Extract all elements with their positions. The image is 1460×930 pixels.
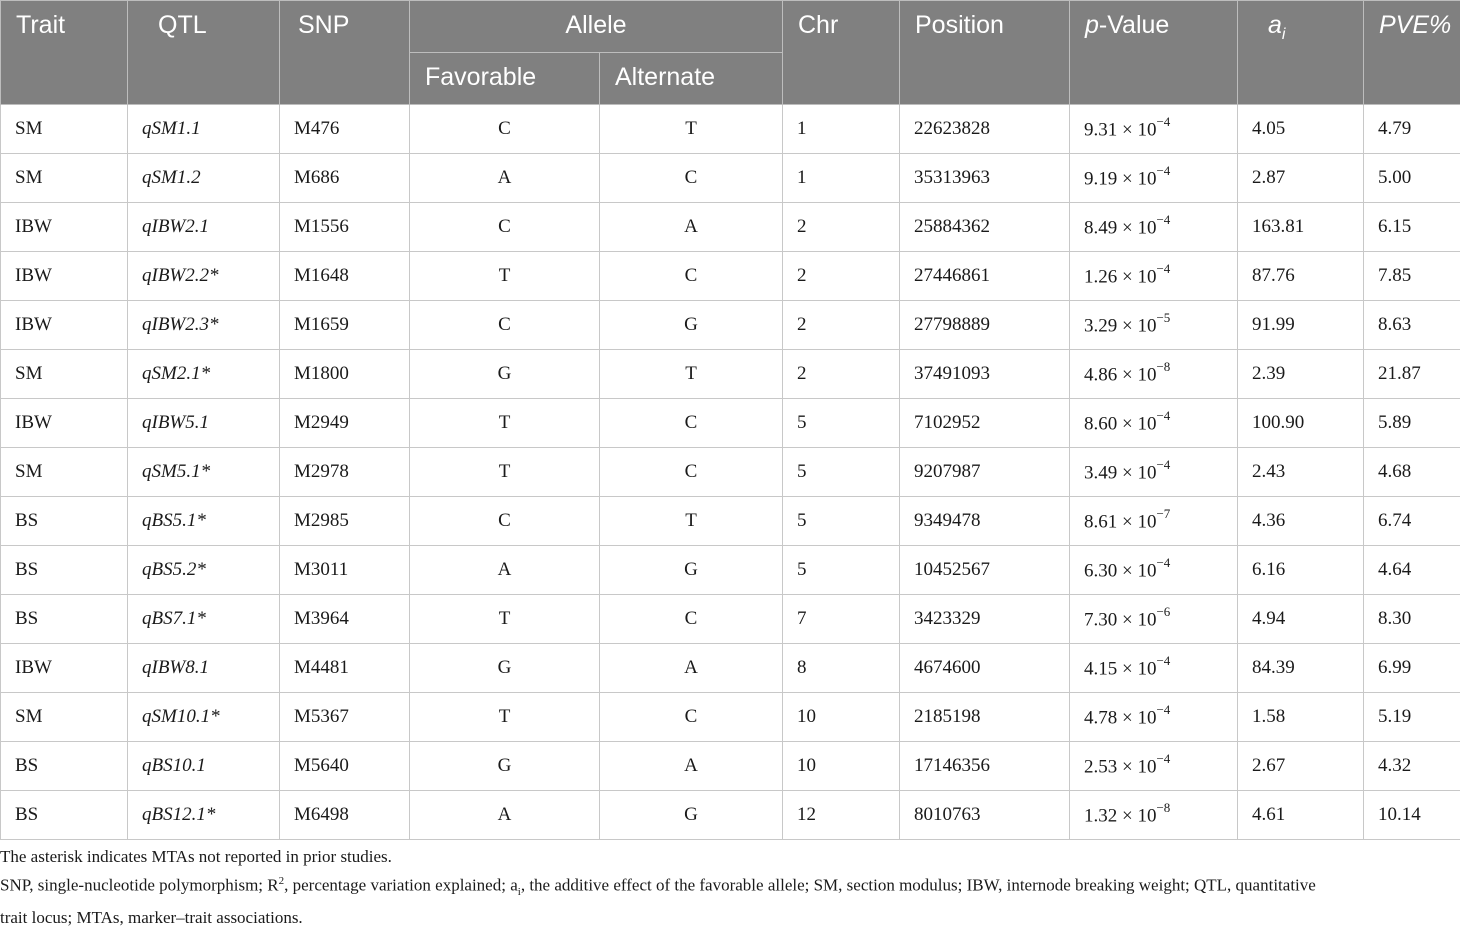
cell-snp: M3964 xyxy=(280,595,410,644)
cell-ai: 84.39 xyxy=(1238,644,1364,693)
cell-pve: 4.64 xyxy=(1364,546,1460,595)
cell-pve: 5.19 xyxy=(1364,693,1460,742)
cell-pve: 7.85 xyxy=(1364,252,1460,301)
cell-alternate: T xyxy=(600,497,783,546)
cell-position: 35313963 xyxy=(900,154,1070,203)
note-abbreviations: SNP, single-nucleotide polymorphism; $R^2$, percentage variation explained; $a_i$, the additive effect of the favorable allele; SM, section modulus; IBW, internode breaking weight; QTL, quantitative xyxy=(0,869,1460,905)
cell-trait: BS xyxy=(1,595,128,644)
cell-chr: 5 xyxy=(783,399,900,448)
cell-alternate: G xyxy=(600,301,783,350)
cell-trait: SM xyxy=(1,105,128,154)
cell-position: 10452567 xyxy=(900,546,1070,595)
cell-ai: 6.16 xyxy=(1238,546,1364,595)
cell-pve: 10.14 xyxy=(1364,791,1460,840)
cell-alternate: C xyxy=(600,252,783,301)
cell-ai: 91.99 xyxy=(1238,301,1364,350)
cell-favorable: A xyxy=(410,546,600,595)
cell-trait: IBW xyxy=(1,399,128,448)
cell-favorable: T xyxy=(410,693,600,742)
cell-snp: M1556 xyxy=(280,203,410,252)
cell-favorable: C xyxy=(410,497,600,546)
cell-snp: M5367 xyxy=(280,693,410,742)
header-pve: PVE% xyxy=(1364,1,1460,105)
cell-alternate: T xyxy=(600,350,783,399)
cell-trait: SM xyxy=(1,448,128,497)
cell-chr: 10 xyxy=(783,693,900,742)
table-row xyxy=(1,350,1460,399)
cell-p-value: $4.78 \times 10^{-4}$ xyxy=(1070,693,1238,742)
cell-ai: 2.87 xyxy=(1238,154,1364,203)
table-row xyxy=(1,497,1460,546)
cell-p-value: $4.86 \times 10^{-8}$ xyxy=(1070,350,1238,399)
cell-ai: 4.36 xyxy=(1238,497,1364,546)
cell-qtl: qIBW2.3* xyxy=(128,301,280,350)
cell-qtl: qSM2.1* xyxy=(128,350,280,399)
cell-snp: M2978 xyxy=(280,448,410,497)
header-allele: Allele xyxy=(410,1,783,53)
cell-favorable: A xyxy=(410,791,600,840)
cell-pve: 6.15 xyxy=(1364,203,1460,252)
cell-position: 25884362 xyxy=(900,203,1070,252)
cell-position: 4674600 xyxy=(900,644,1070,693)
cell-snp: M1800 xyxy=(280,350,410,399)
cell-favorable: A xyxy=(410,154,600,203)
cell-ai: 2.67 xyxy=(1238,742,1364,791)
cell-snp: M6498 xyxy=(280,791,410,840)
cell-snp: M3011 xyxy=(280,546,410,595)
cell-chr: 2 xyxy=(783,301,900,350)
cell-favorable: T xyxy=(410,252,600,301)
cell-pve: 4.32 xyxy=(1364,742,1460,791)
cell-position: 2185198 xyxy=(900,693,1070,742)
table-row xyxy=(1,791,1460,840)
cell-qtl: qSM1.1 xyxy=(128,105,280,154)
cell-qtl: qSM1.2 xyxy=(128,154,280,203)
table-row xyxy=(1,644,1460,693)
cell-favorable: T xyxy=(410,399,600,448)
cell-favorable: G xyxy=(410,742,600,791)
cell-alternate: C xyxy=(600,693,783,742)
cell-pve: 4.79 xyxy=(1364,105,1460,154)
header-snp: SNP xyxy=(280,1,410,105)
cell-pve: 5.89 xyxy=(1364,399,1460,448)
cell-favorable: G xyxy=(410,350,600,399)
table-row xyxy=(1,301,1460,350)
cell-p-value: $3.29 \times 10^{-5}$ xyxy=(1070,301,1238,350)
table-row xyxy=(1,399,1460,448)
cell-position: 27446861 xyxy=(900,252,1070,301)
cell-chr: 1 xyxy=(783,105,900,154)
cell-pve: 6.74 xyxy=(1364,497,1460,546)
cell-favorable: T xyxy=(410,595,600,644)
cell-pve: 4.68 xyxy=(1364,448,1460,497)
cell-chr: 5 xyxy=(783,546,900,595)
cell-position: 22623828 xyxy=(900,105,1070,154)
cell-chr: 8 xyxy=(783,644,900,693)
cell-pve: 6.99 xyxy=(1364,644,1460,693)
cell-trait: IBW xyxy=(1,644,128,693)
cell-ai: 87.76 xyxy=(1238,252,1364,301)
cell-qtl: qSM10.1* xyxy=(128,693,280,742)
cell-favorable: T xyxy=(410,448,600,497)
cell-trait: BS xyxy=(1,791,128,840)
cell-snp: M2949 xyxy=(280,399,410,448)
cell-position: 37491093 xyxy=(900,350,1070,399)
cell-pve: 21.87 xyxy=(1364,350,1460,399)
cell-p-value: $8.60 \times 10^{-4}$ xyxy=(1070,399,1238,448)
cell-p-value: $6.30 \times 10^{-4}$ xyxy=(1070,546,1238,595)
cell-position: 17146356 xyxy=(900,742,1070,791)
cell-trait: IBW xyxy=(1,301,128,350)
cell-trait: IBW xyxy=(1,203,128,252)
cell-qtl: qIBW5.1 xyxy=(128,399,280,448)
cell-alternate: G xyxy=(600,791,783,840)
cell-favorable: C xyxy=(410,105,600,154)
table-row xyxy=(1,448,1460,497)
cell-snp: M5640 xyxy=(280,742,410,791)
cell-ai: 2.43 xyxy=(1238,448,1364,497)
cell-snp: M1659 xyxy=(280,301,410,350)
cell-alternate: C xyxy=(600,399,783,448)
table-row xyxy=(1,595,1460,644)
cell-qtl: qBS5.1* xyxy=(128,497,280,546)
header-position: Position xyxy=(900,1,1070,105)
cell-ai: 4.05 xyxy=(1238,105,1364,154)
cell-position: 3423329 xyxy=(900,595,1070,644)
header-favorable: Favorable xyxy=(410,53,600,105)
table-row xyxy=(1,154,1460,203)
cell-trait: BS xyxy=(1,497,128,546)
cell-position: 9349478 xyxy=(900,497,1070,546)
cell-p-value: $4.15 \times 10^{-4}$ xyxy=(1070,644,1238,693)
cell-chr: 7 xyxy=(783,595,900,644)
cell-pve: 8.30 xyxy=(1364,595,1460,644)
cell-ai: 100.90 xyxy=(1238,399,1364,448)
cell-snp: M2985 xyxy=(280,497,410,546)
header-trait: Trait xyxy=(1,1,128,105)
table-row xyxy=(1,693,1460,742)
cell-p-value: $1.26 \times 10^{-4}$ xyxy=(1070,252,1238,301)
cell-alternate: G xyxy=(600,546,783,595)
cell-trait: IBW xyxy=(1,252,128,301)
cell-chr: 5 xyxy=(783,497,900,546)
cell-p-value: $9.31 \times 10^{-4}$ xyxy=(1070,105,1238,154)
cell-snp: M1648 xyxy=(280,252,410,301)
header-alternate: Alternate xyxy=(600,53,783,105)
cell-position: 8010763 xyxy=(900,791,1070,840)
cell-alternate: A xyxy=(600,644,783,693)
cell-alternate: C xyxy=(600,448,783,497)
cell-chr: 12 xyxy=(783,791,900,840)
cell-qtl: qIBW2.1 xyxy=(128,203,280,252)
cell-alternate: C xyxy=(600,595,783,644)
header-ai xyxy=(1238,1,1364,105)
table-body xyxy=(1,105,1460,840)
cell-trait: BS xyxy=(1,742,128,791)
cell-snp: M4481 xyxy=(280,644,410,693)
cell-ai: 4.94 xyxy=(1238,595,1364,644)
cell-alternate: A xyxy=(600,203,783,252)
cell-position: 9207987 xyxy=(900,448,1070,497)
header-chr: Chr xyxy=(783,1,900,105)
table-notes xyxy=(0,844,1460,930)
cell-alternate: T xyxy=(600,105,783,154)
header-p-suffix: -Value xyxy=(1099,11,1169,39)
cell-qtl: qIBW8.1 xyxy=(128,644,280,693)
cell-alternate: C xyxy=(600,154,783,203)
cell-position: 7102952 xyxy=(900,399,1070,448)
cell-chr: 2 xyxy=(783,350,900,399)
cell-ai: 163.81 xyxy=(1238,203,1364,252)
cell-trait: SM xyxy=(1,350,128,399)
cell-qtl: qIBW2.2* xyxy=(128,252,280,301)
cell-pve: 8.63 xyxy=(1364,301,1460,350)
table-row xyxy=(1,252,1460,301)
cell-qtl: qBS7.1* xyxy=(128,595,280,644)
note-asterisk: The asterisk indicates MTAs not reported in prior studies. xyxy=(0,844,1460,869)
cell-favorable: C xyxy=(410,203,600,252)
header-ai-base: a xyxy=(1268,11,1282,39)
table-row xyxy=(1,105,1460,154)
table-row xyxy=(1,742,1460,791)
cell-trait: SM xyxy=(1,154,128,203)
cell-p-value: $3.49 \times 10^{-4}$ xyxy=(1070,448,1238,497)
cell-favorable: C xyxy=(410,301,600,350)
cell-position: 27798889 xyxy=(900,301,1070,350)
cell-qtl: qBS5.2* xyxy=(128,546,280,595)
cell-pve: 5.00 xyxy=(1364,154,1460,203)
cell-p-value: $7.30 \times 10^{-6}$ xyxy=(1070,595,1238,644)
cell-snp: M686 xyxy=(280,154,410,203)
cell-p-value: $9.19 \times 10^{-4}$ xyxy=(1070,154,1238,203)
cell-chr: 2 xyxy=(783,203,900,252)
cell-p-value: $8.61 \times 10^{-7}$ xyxy=(1070,497,1238,546)
cell-ai: 2.39 xyxy=(1238,350,1364,399)
header-ai-sub: i xyxy=(1282,26,1286,43)
cell-chr: 1 xyxy=(783,154,900,203)
header-p-italic: p xyxy=(1085,11,1099,39)
cell-trait: SM xyxy=(1,693,128,742)
cell-p-value: $1.32 \times 10^{-8}$ xyxy=(1070,791,1238,840)
cell-chr: 10 xyxy=(783,742,900,791)
table-row xyxy=(1,546,1460,595)
table-header xyxy=(1,1,1460,105)
cell-favorable: G xyxy=(410,644,600,693)
header-p-value xyxy=(1070,1,1238,105)
cell-chr: 2 xyxy=(783,252,900,301)
cell-ai: 1.58 xyxy=(1238,693,1364,742)
cell-alternate: A xyxy=(600,742,783,791)
note-abbreviations-cont: trait locus; MTAs, marker–trait associations. xyxy=(0,905,1460,930)
cell-qtl: qSM5.1* xyxy=(128,448,280,497)
cell-p-value: $8.49 \times 10^{-4}$ xyxy=(1070,203,1238,252)
table-row xyxy=(1,203,1460,252)
cell-ai: 4.61 xyxy=(1238,791,1364,840)
cell-p-value: $2.53 \times 10^{-4}$ xyxy=(1070,742,1238,791)
cell-chr: 5 xyxy=(783,448,900,497)
cell-trait: BS xyxy=(1,546,128,595)
cell-qtl: qBS10.1 xyxy=(128,742,280,791)
cell-snp: M476 xyxy=(280,105,410,154)
header-qtl: QTL xyxy=(128,1,280,105)
cell-qtl: qBS12.1* xyxy=(128,791,280,840)
